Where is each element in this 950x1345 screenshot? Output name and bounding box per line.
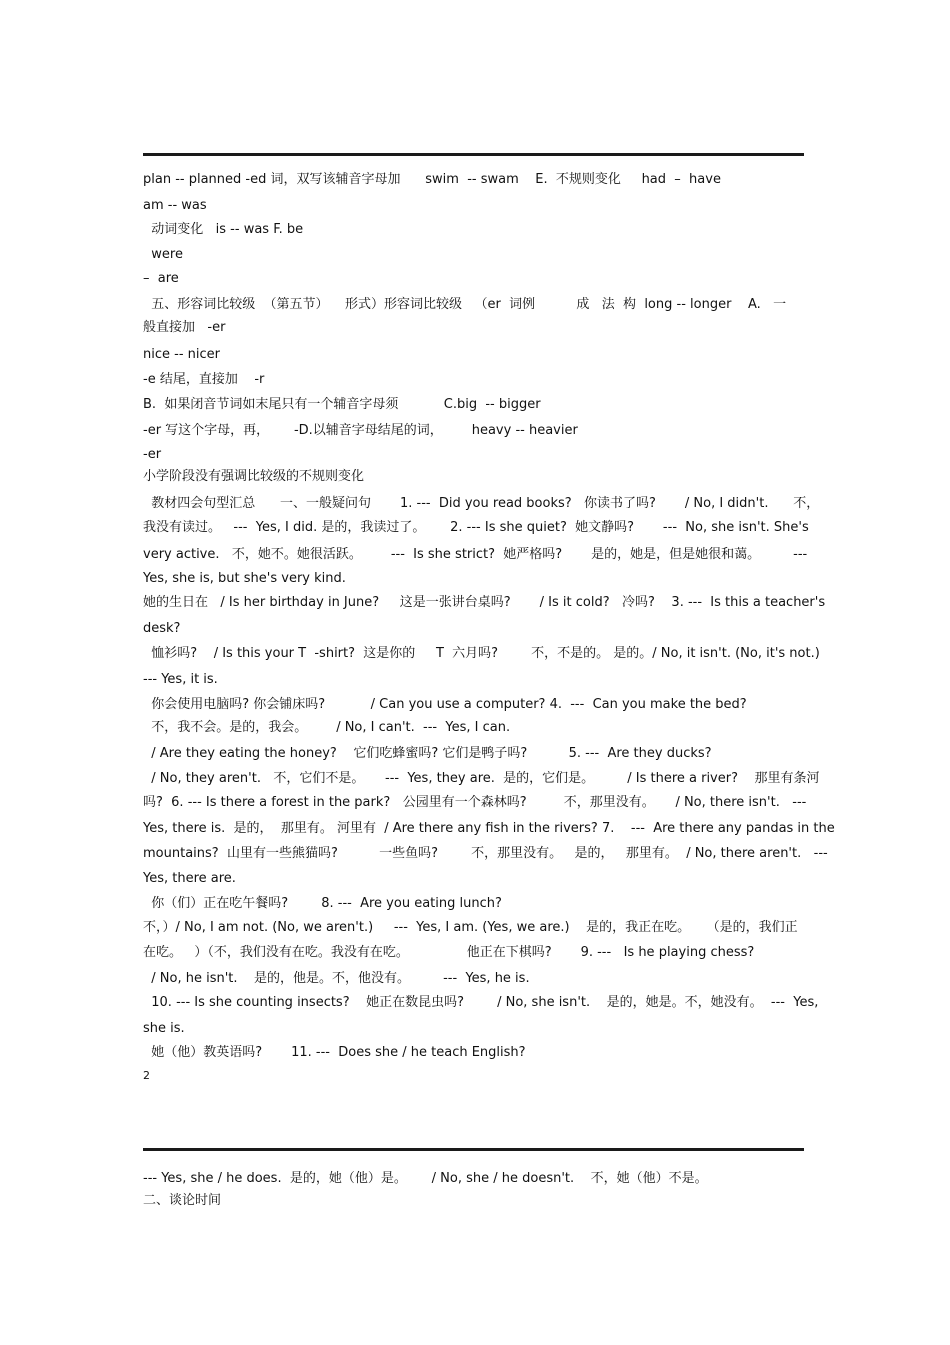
section-heading: 二、谈论时间 <box>143 1193 222 1208</box>
text-line: Yes, she is, but she's very kind. <box>143 571 346 586</box>
text-line: -er 写这个字母，再， -D.以辅音字母结尾的词， heavy -- heavier <box>143 423 578 438</box>
text-line: 我没有读过。 --- Yes, I did. 是的，我读过了。 2. --- Is she quiet? 她文静吗? --- No, she isn't. She's <box>143 520 809 535</box>
text-line: 五、形容词比较级 （第五节） 形式）形容词比较级 （er 词例 成 法 构 long -- longer A. 一 <box>143 297 787 312</box>
text-line: 10. --- Is she counting insects? 她正在数昆虫吗? / No, she isn't. 是的，她是。不，她没有。 --- Yes, <box>143 995 819 1010</box>
text-line: -er <box>143 447 162 462</box>
text-line: 不，）/ No, I am not. (No, we aren't.) --- Yes, I am. (Yes, we are.) 是的，我正在吃。 （是的，我们正 <box>143 920 798 935</box>
text-line: / No, they aren't. 不，它们不是。 --- Yes, they are. 是的，它们是。 / Is there a river? 那里有条河 <box>143 771 820 786</box>
text-line: 在吃。 ）（不，我们没有在吃。我没有在吃。 他正在下棋吗? 9. --- Is he playing chess? <box>143 945 755 960</box>
header-rule-next-page <box>143 1148 804 1151</box>
text-line: nice -- nicer <box>143 347 220 362</box>
text-line: 她（他）教英语吗? 11. --- Does she / he teach English? <box>143 1045 526 1060</box>
text-line: 你会使用电脑吗? 你会铺床吗? / Can you use a computer? 4. --- Can you make the bed? <box>143 697 747 712</box>
text-line: --- Yes, it is. <box>143 672 218 687</box>
text-line: 动词变化 is -- was F. be <box>143 222 304 237</box>
text-line: were <box>143 247 183 262</box>
text-line: --- Yes, she / he does. 是的，她（他）是。 / No, she / he doesn't. 不，她（他）不是。 <box>143 1171 708 1186</box>
text-line: 你（们）正在吃午餐吗? 8. --- Are you eating lunch? <box>143 896 502 911</box>
text-line: she is. <box>143 1021 185 1036</box>
page-number: 2 <box>143 1069 150 1082</box>
text-line: plan -- planned -ed 词，双写该辅音字母加 swim -- swam E. 不规则变化 had – have <box>143 172 721 187</box>
text-line: 小学阶段没有强调比较级的不规则变化 <box>143 469 365 484</box>
text-line: 般直接加 -er <box>143 320 226 335</box>
text-line: 恤衫吗? / Is this your T -shirt? 这是你的 T 六月吗? 不，不是的。 是的。/ No, it isn't. (No, it's not.) <box>143 646 820 661</box>
text-line: desk? <box>143 621 181 636</box>
text-line: 吗? 6. --- Is there a forest in the park? 公园里有一个森林吗? 不，那里没有。 / No, there isn't. --- <box>143 795 807 810</box>
text-line: B. 如果闭音节词如末尾只有一个辅音字母须 C.big -- bigger <box>143 397 541 412</box>
text-line: Yes, there is. 是的， 那里有。 河里有 / Are there any fish in the rivers? 7. --- Are there any pandas in the <box>143 821 835 836</box>
header-rule <box>143 153 804 156</box>
text-line: am -- was <box>143 198 207 213</box>
text-line: very active. 不，她不。她很活跃。 --- Is she strict? 她严格吗? 是的，她是，但是她很和蔼。 --- <box>143 547 808 562</box>
text-line: mountains? 山里有一些熊猫吗? 一些鱼吗? 不，那里没有。 是的， 那里有。 / No, there aren't. --- <box>143 846 828 861</box>
text-line: 教材四会句型汇总 一、一般疑问句 1. --- Did you read books? 你读书了吗? / No, I didn't. 不， <box>143 496 820 511</box>
text-line: 不，我不会。是的，我会。 / No, I can't. --- Yes, I can. <box>143 720 511 735</box>
text-line: – are <box>143 271 179 286</box>
text-line: -e 结尾，直接加 -r <box>143 372 265 387</box>
text-line: / Are they eating the honey? 它们吃蜂蜜吗? 它们是鸭子吗? 5. --- Are they ducks? <box>143 746 712 761</box>
text-line: Yes, there are. <box>143 871 236 886</box>
text-line: 她的生日在 / Is her birthday in June? 这是一张讲台桌吗? / Is it cold? 冷吗? 3. --- Is this a teacher's <box>143 595 826 610</box>
text-line: / No, he isn't. 是的，他是。不，他没有。 --- Yes, he is. <box>143 971 530 986</box>
